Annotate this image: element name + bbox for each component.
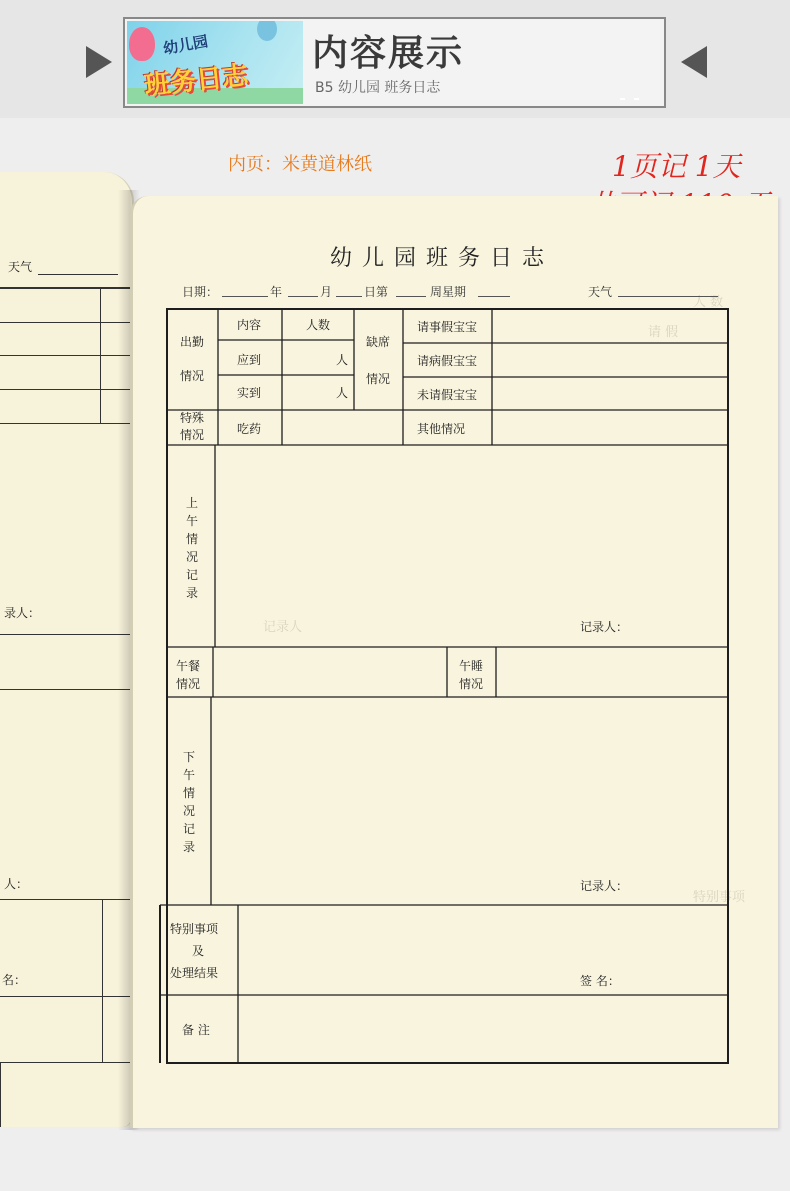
remarks-label: 备 注: [182, 1023, 210, 1037]
signature-label: 签 名：: [580, 974, 620, 988]
left-weather-label: 天气: [8, 260, 33, 274]
absent-label-1: 缺席: [366, 335, 391, 349]
logo-small-text: 幼儿园: [161, 32, 210, 58]
absent-label-2: 情况: [366, 372, 391, 386]
day-label: 日第: [364, 285, 389, 299]
show-through-text: 请 假: [648, 325, 679, 340]
attendance-label-1: 出勤: [180, 335, 205, 349]
left-signature-label: 名：: [2, 973, 27, 987]
attendance-label-2: 情况: [180, 369, 205, 383]
afternoon-label-char: 况: [183, 804, 196, 818]
afternoon-label-char: 录: [183, 840, 196, 854]
morning-label-char: 记: [186, 568, 199, 582]
lunch-label-1: 午餐: [176, 659, 201, 673]
weather-label: 天气: [588, 285, 613, 299]
show-through-text: 人 数: [693, 295, 724, 310]
morning-label-char: 上: [186, 496, 199, 510]
afternoon-recorder-label: 记录人：: [580, 879, 629, 893]
left-recorder-label: 人：: [4, 877, 29, 891]
person-unit: 人: [336, 386, 349, 400]
special-label-2: 情况: [180, 428, 205, 442]
afternoon-label-char: 下: [183, 750, 196, 764]
nap-label-2: 情况: [459, 677, 484, 691]
person-unit: 人: [336, 353, 349, 367]
promo-line-1: 1页记 1天: [612, 150, 741, 183]
paper-caption: 内页：米黄道林纸: [228, 154, 372, 175]
actual-attend-label: 实到: [237, 386, 262, 400]
form-title: 幼儿园班务日志: [330, 246, 555, 271]
morning-recorder-label: 记录人：: [580, 620, 629, 634]
month-label: 月: [320, 285, 333, 299]
year-label: 年: [270, 285, 283, 299]
show-through-text: 记录人: [263, 620, 303, 635]
morning-label-char: 午: [186, 514, 199, 528]
afternoon-label-char: 午: [183, 768, 196, 782]
page-subtitle: B5 幼儿园 班务日志: [315, 80, 441, 96]
leave-sick-label: 请病假宝宝: [417, 354, 478, 368]
special-items-label-3: 处理结果: [170, 966, 219, 980]
morning-label-char: 录: [186, 586, 199, 600]
special-label-1: 特殊: [180, 411, 205, 425]
page-title: 内容展示: [312, 32, 465, 74]
date-label: 日期：: [182, 285, 219, 299]
should-attend-label: 应到: [237, 353, 262, 367]
logo-big-text: 班务日志: [142, 60, 250, 102]
special-items-label-1: 特别事项: [170, 922, 219, 936]
other-condition-label: 其他情况: [417, 422, 466, 436]
week-label: 周星期: [430, 285, 467, 299]
col-count: 人数: [306, 318, 331, 332]
morning-label-char: 况: [186, 550, 199, 564]
nap-label-1: 午睡: [459, 659, 484, 673]
show-through-text: 特别事项: [693, 890, 746, 905]
leave-personal-label: 请事假宝宝: [417, 320, 478, 334]
afternoon-label-char: 记: [183, 822, 196, 836]
afternoon-label-char: 情: [183, 786, 196, 800]
morning-label-char: 情: [186, 532, 199, 546]
col-content: 内容: [237, 318, 262, 332]
medicine-label: 吃药: [237, 422, 262, 436]
left-recorder-label: 录人：: [4, 606, 41, 620]
special-items-label-2: 及: [192, 944, 205, 958]
lunch-label-2: 情况: [176, 677, 201, 691]
unexcused-label: 未请假宝宝: [417, 388, 478, 402]
